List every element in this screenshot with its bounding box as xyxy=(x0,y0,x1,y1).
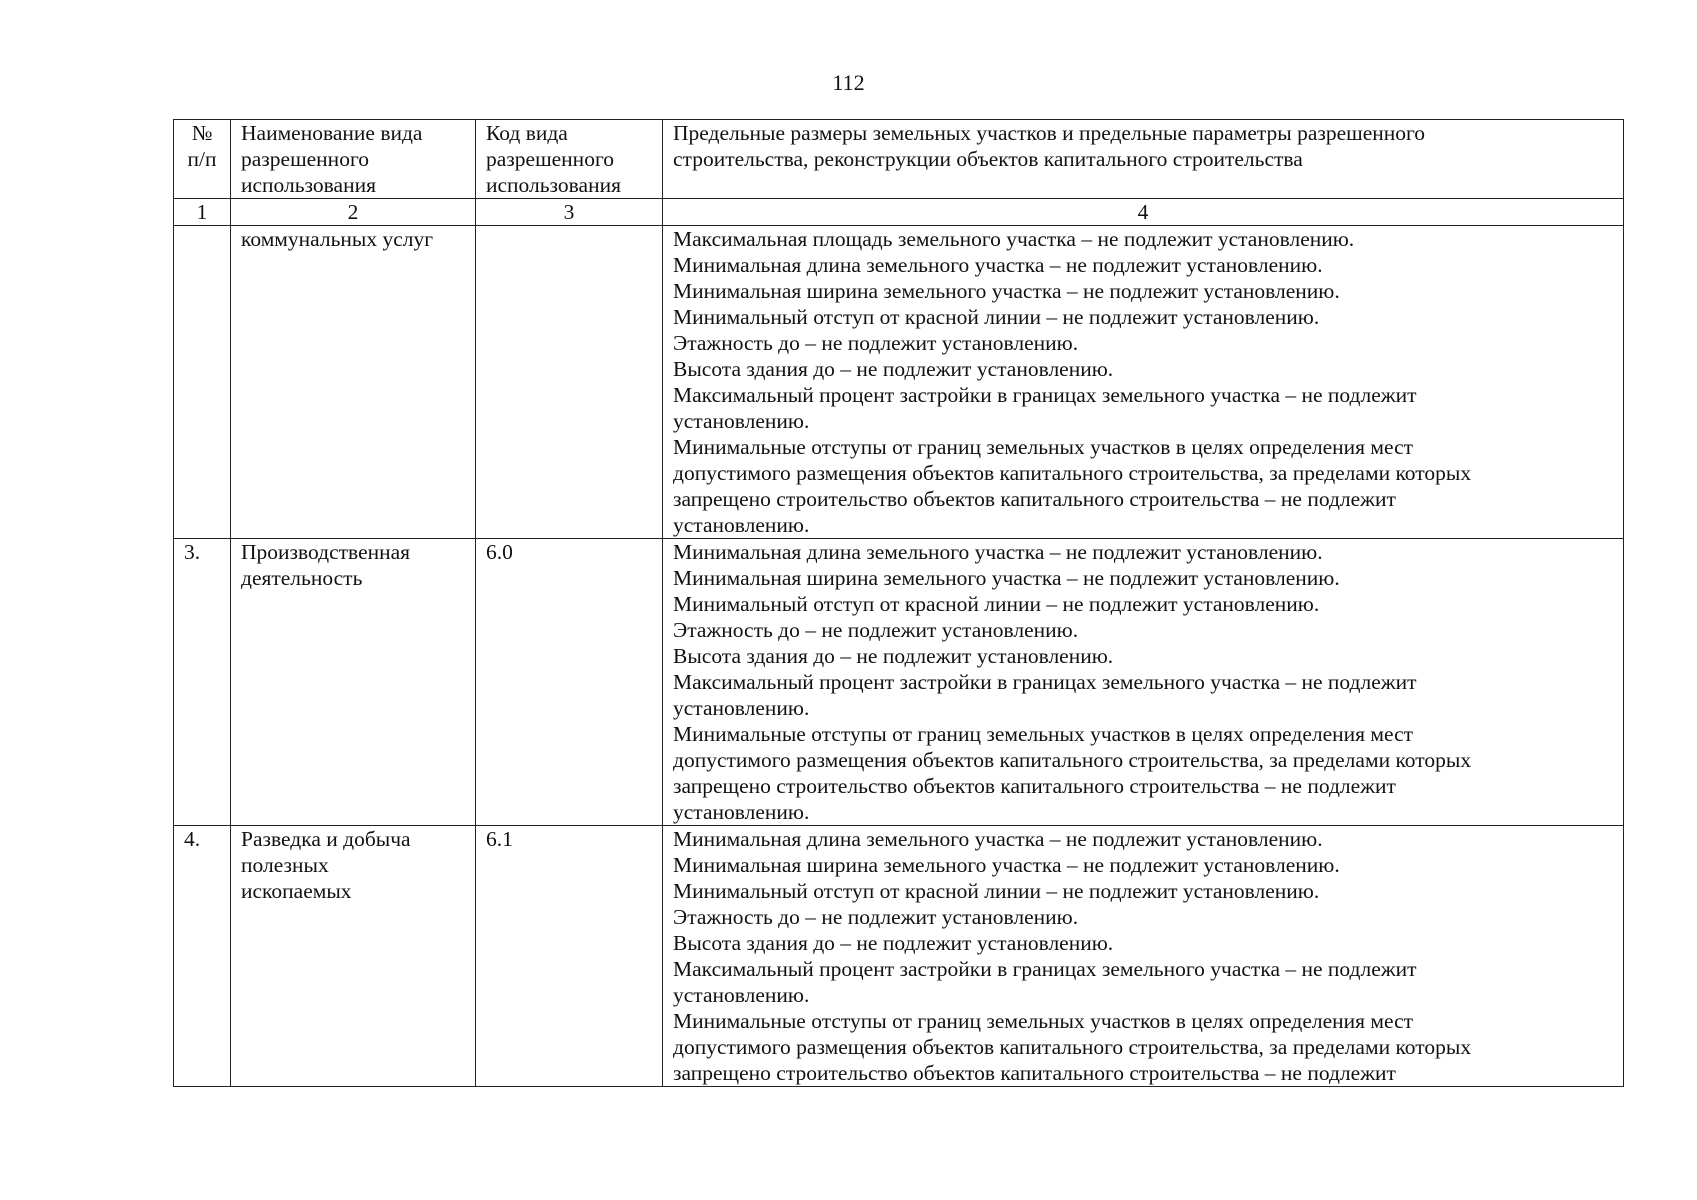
header-text-line: использования xyxy=(241,173,376,197)
param-line: Минимальные отступы от границ земельных участков в целях определения мест xyxy=(673,1009,1414,1033)
table-header-row xyxy=(174,120,1624,199)
param-line: установлению. xyxy=(673,983,810,1007)
param-line: допустимого размещения объектов капитального строительства, за пределами которых xyxy=(673,1035,1472,1059)
param-line: Этажность до – не подлежит установлению. xyxy=(673,618,1079,642)
row-params-cell xyxy=(663,226,1624,539)
param-line: установлению. xyxy=(673,409,810,433)
header-name-cell xyxy=(231,120,476,199)
param-line: Минимальный отступ от красной линии – не подлежит установлению. xyxy=(673,592,1320,616)
row-number: 3. xyxy=(174,539,231,826)
row-name-cell xyxy=(231,539,476,826)
header-text-line: № xyxy=(191,121,213,145)
param-line: Высота здания до – не подлежит установлению. xyxy=(673,357,1114,381)
param-line: Минимальная ширина земельного участка – не подлежит установлению. xyxy=(673,853,1340,877)
param-line: установлению. xyxy=(673,696,810,720)
header-text-line: Наименование вида xyxy=(241,121,423,145)
land-use-table xyxy=(173,119,1624,1087)
row-number: 4. xyxy=(174,826,231,1087)
header-text-line: п/п xyxy=(187,147,217,171)
param-line: Минимальная длина земельного участка – не подлежит установлению. xyxy=(673,253,1323,277)
param-line: Этажность до – не подлежит установлению. xyxy=(673,331,1079,355)
param-line: Максимальный процент застройки в границах земельного участка – не подлежит xyxy=(673,670,1417,694)
param-line: запрещено строительство объектов капитального строительства – не подлежит xyxy=(673,1061,1396,1085)
param-line: Максимальный процент застройки в границах земельного участка – не подлежит xyxy=(673,957,1417,981)
column-number: 3 xyxy=(476,199,663,226)
table-row xyxy=(174,226,1624,539)
header-code-cell xyxy=(476,120,663,199)
column-number: 1 xyxy=(174,199,231,226)
header-text-line: разрешенного xyxy=(486,147,614,171)
param-line: Минимальные отступы от границ земельных участков в целях определения мест xyxy=(673,435,1414,459)
row-name-line: коммунальных услуг xyxy=(241,227,434,251)
row-params-cell xyxy=(663,539,1624,826)
param-line: установлению. xyxy=(673,800,810,824)
row-name-line: Разведка и добыча xyxy=(241,827,411,851)
param-line: Этажность до – не подлежит установлению. xyxy=(673,905,1079,929)
param-line: Высота здания до – не подлежит установлению. xyxy=(673,931,1114,955)
param-line: установлению. xyxy=(673,513,810,537)
param-line: допустимого размещения объектов капитального строительства, за пределами которых xyxy=(673,461,1472,485)
row-name-cell xyxy=(231,226,476,539)
param-line: запрещено строительство объектов капитального строительства – не подлежит xyxy=(673,774,1396,798)
param-line: Минимальная ширина земельного участка – не подлежит установлению. xyxy=(673,566,1340,590)
header-text-line: Код вида xyxy=(486,121,568,145)
column-number: 2 xyxy=(231,199,476,226)
row-name-line: полезных xyxy=(241,853,329,877)
row-name-cell xyxy=(231,826,476,1087)
table-row xyxy=(174,539,1624,826)
header-params-cell xyxy=(663,120,1624,199)
param-line: Минимальный отступ от красной линии – не подлежит установлению. xyxy=(673,879,1320,903)
header-number-cell xyxy=(174,120,231,199)
param-line: Минимальная длина земельного участка – не подлежит установлению. xyxy=(673,540,1323,564)
header-text-line: использования xyxy=(486,173,621,197)
param-line: допустимого размещения объектов капитального строительства, за пределами которых xyxy=(673,748,1472,772)
param-line: Максимальная площадь земельного участка – не подлежит установлению. xyxy=(673,227,1355,251)
param-line: Минимальные отступы от границ земельных участков в целях определения мест xyxy=(673,722,1414,746)
row-code xyxy=(476,226,663,539)
row-name-line: ископаемых xyxy=(241,879,352,903)
column-number: 4 xyxy=(663,199,1624,226)
header-text-line: разрешенного xyxy=(241,147,369,171)
param-line: Максимальный процент застройки в границах земельного участка – не подлежит xyxy=(673,383,1417,407)
param-line: запрещено строительство объектов капитального строительства – не подлежит xyxy=(673,487,1396,511)
row-name-line: Производственная xyxy=(241,540,411,564)
row-number xyxy=(174,226,231,539)
param-line: Минимальный отступ от красной линии – не подлежит установлению. xyxy=(673,305,1320,329)
param-line: Минимальная ширина земельного участка – не подлежит установлению. xyxy=(673,279,1340,303)
column-numbering-row xyxy=(174,199,1624,226)
row-name-line: деятельность xyxy=(241,566,363,590)
row-code: 6.1 xyxy=(476,826,663,1087)
param-line: Минимальная длина земельного участка – не подлежит установлению. xyxy=(673,827,1323,851)
param-line: Высота здания до – не подлежит установлению. xyxy=(673,644,1114,668)
row-params-cell xyxy=(663,826,1624,1087)
header-text-line: строительства, реконструкции объектов капитального строительства xyxy=(673,147,1303,171)
row-code: 6.0 xyxy=(476,539,663,826)
page-number: 112 xyxy=(832,70,865,95)
header-text-line: Предельные размеры земельных участков и предельные параметры разрешенного xyxy=(673,121,1426,145)
table-row xyxy=(174,826,1624,1087)
